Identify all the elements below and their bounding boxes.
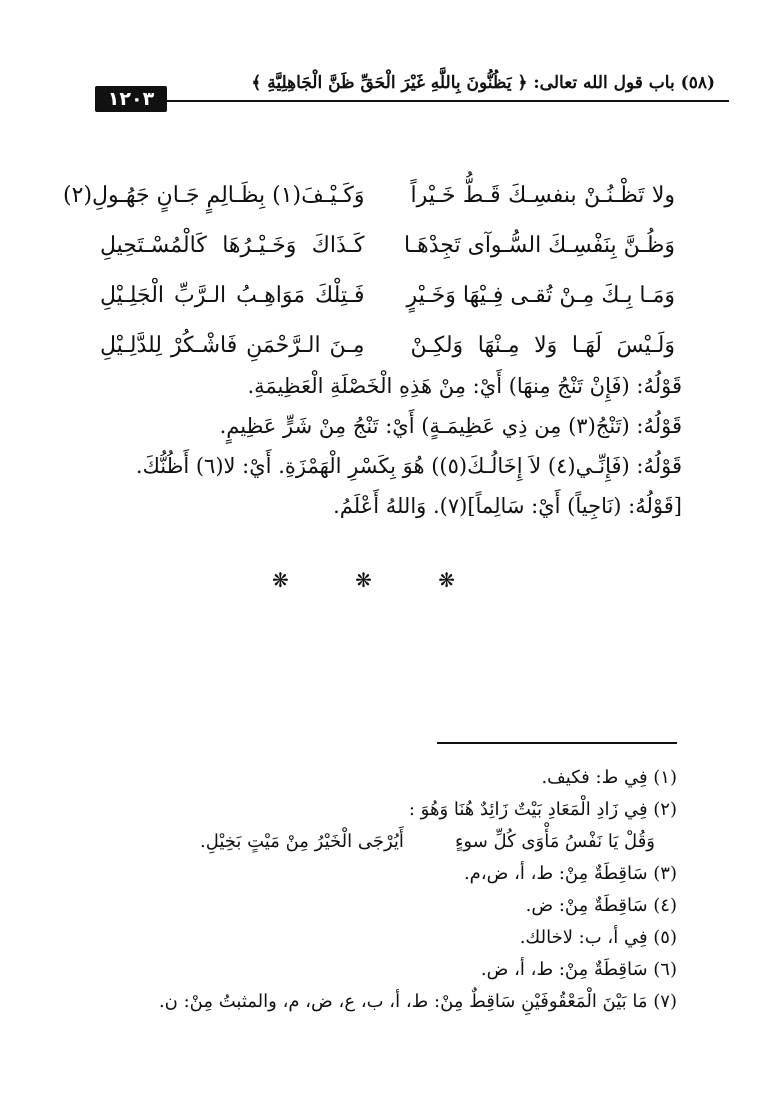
commentary-paragraph: [قَوْلُهُ: (نَاجِياً) أَيْ: سَالِماً](٧). وَاللهُ أَعْلَمُ. — [333, 494, 682, 518]
verse-line — [63, 170, 675, 220]
verse-second-hemistich: كَـذَاكَ وَخَـيْـرُهَا كَالْمُسْـتَحِيلِ — [100, 232, 365, 258]
section-separator: ❋ ❋ ❋ — [272, 568, 485, 592]
verse-first-hemistich: ولا تَظْـنُـنْ بنفسِـكَ قَـطُّ خَـيْراً — [410, 182, 675, 208]
commentary-paragraph: قَوْلُهُ: (فَإِنْ تَنْجُ مِنهَا) أَيْ: مِنْ هَذِهِ الْخَصْلَةِ الْعَظِيمَةِ. — [247, 374, 682, 398]
footnote: (٤) سَاقِطَةٌ مِنْ: ض. — [525, 895, 677, 916]
header-rule — [165, 100, 729, 102]
footnote-verse-second: أَيُرْجَى الْخَيْرُ مِنْ مَيْتٍ بَخِيْلِ. — [200, 831, 404, 852]
chapter-title: (٥٨) باب قول الله تعالى: ﴿ يَظُنُّونَ بِاللَّهِ غَيْرَ الْحَقِّ ظَنَّ الْجَاهِلِيَّةِ ﴾ — [251, 73, 715, 93]
footnote-verse-first: وَقُلْ يَا نَفْسُ مَأْوَى كُلِّ سوءٍ — [454, 831, 655, 852]
footnote: (٦) سَاقِطَةٌ مِنْ: ط، أ، ض. — [480, 959, 677, 980]
footnote-rule — [437, 742, 677, 744]
verse-second-hemistich: مِـنَ الـرَّحْمَنِ فَاشْـكُرْ لِلدَّلِـيْلِ — [100, 332, 365, 358]
footnote: (١) فِي ط: فكيف. — [541, 767, 677, 788]
commentary-body — [90, 366, 682, 526]
footnote-verse — [110, 826, 677, 858]
footnote: (٢) فِي زَادِ الْمَعَادِ بَيْتٌ زَائِدٌ هُنَا وَهُوَ : — [408, 799, 677, 820]
verse-first-hemistich: وَلَـيْسَ لَهَـا وَلا مِـنْهَا وَلكِـنْ — [410, 332, 675, 358]
poem-verses — [63, 170, 675, 370]
footnote: (٧) مَا بَيْنَ الْمَعْقُوفَيْنِ سَاقِطٌ مِنْ: ط، أ، ب، ع، ض، م، والمثبتُ مِنْ: ن. — [158, 991, 677, 1012]
verse-second-hemistich: وَكَـيْـفَ(١) بِظَـالِمٍ جَـانٍ جَهُـولِ(٢) — [63, 182, 365, 208]
verse-line — [100, 320, 675, 370]
footnote: (٣) سَاقِطَةٌ مِنْ: ط، أ، ض،م. — [463, 863, 677, 884]
footnotes — [110, 762, 677, 1018]
verse-first-hemistich: وَظُـنَّ بِنَفْسِـكَ السُّـوآى تَجِدْهَـا — [403, 232, 675, 258]
verse-line — [100, 270, 675, 320]
footnote: (٥) فِي أ، ب: لاخالك. — [519, 927, 677, 948]
commentary-paragraph: قَوْلُهُ: (تَنْجُ(٣) مِن ذِي عَظِيمَـةٍ) أَيْ: تَنْجُ مِنْ شَرٍّ عَظِيمٍ. — [219, 414, 682, 438]
verse-first-hemistich: وَمَـا بِـكَ مِـنْ تُقـى فِـيْهَا وَخَـيْرٍ — [406, 282, 675, 308]
verse-second-hemistich: فَـتِلْكَ مَوَاهِـبُ الـرَّبِّ الْجَلِـيْلِ — [100, 282, 365, 308]
verse-line — [100, 220, 675, 270]
page-number: ١٢٠٣ — [95, 86, 167, 112]
commentary-paragraph: قَوْلُهُ: (فَإِنِّـي(٤) لاَ إِخَالُـكَ(٥)) هُوَ بِكَسْرِ الْهَمْزَةِ. أَيْ: لا(٦) أَظُنُّكَ. — [135, 454, 682, 478]
